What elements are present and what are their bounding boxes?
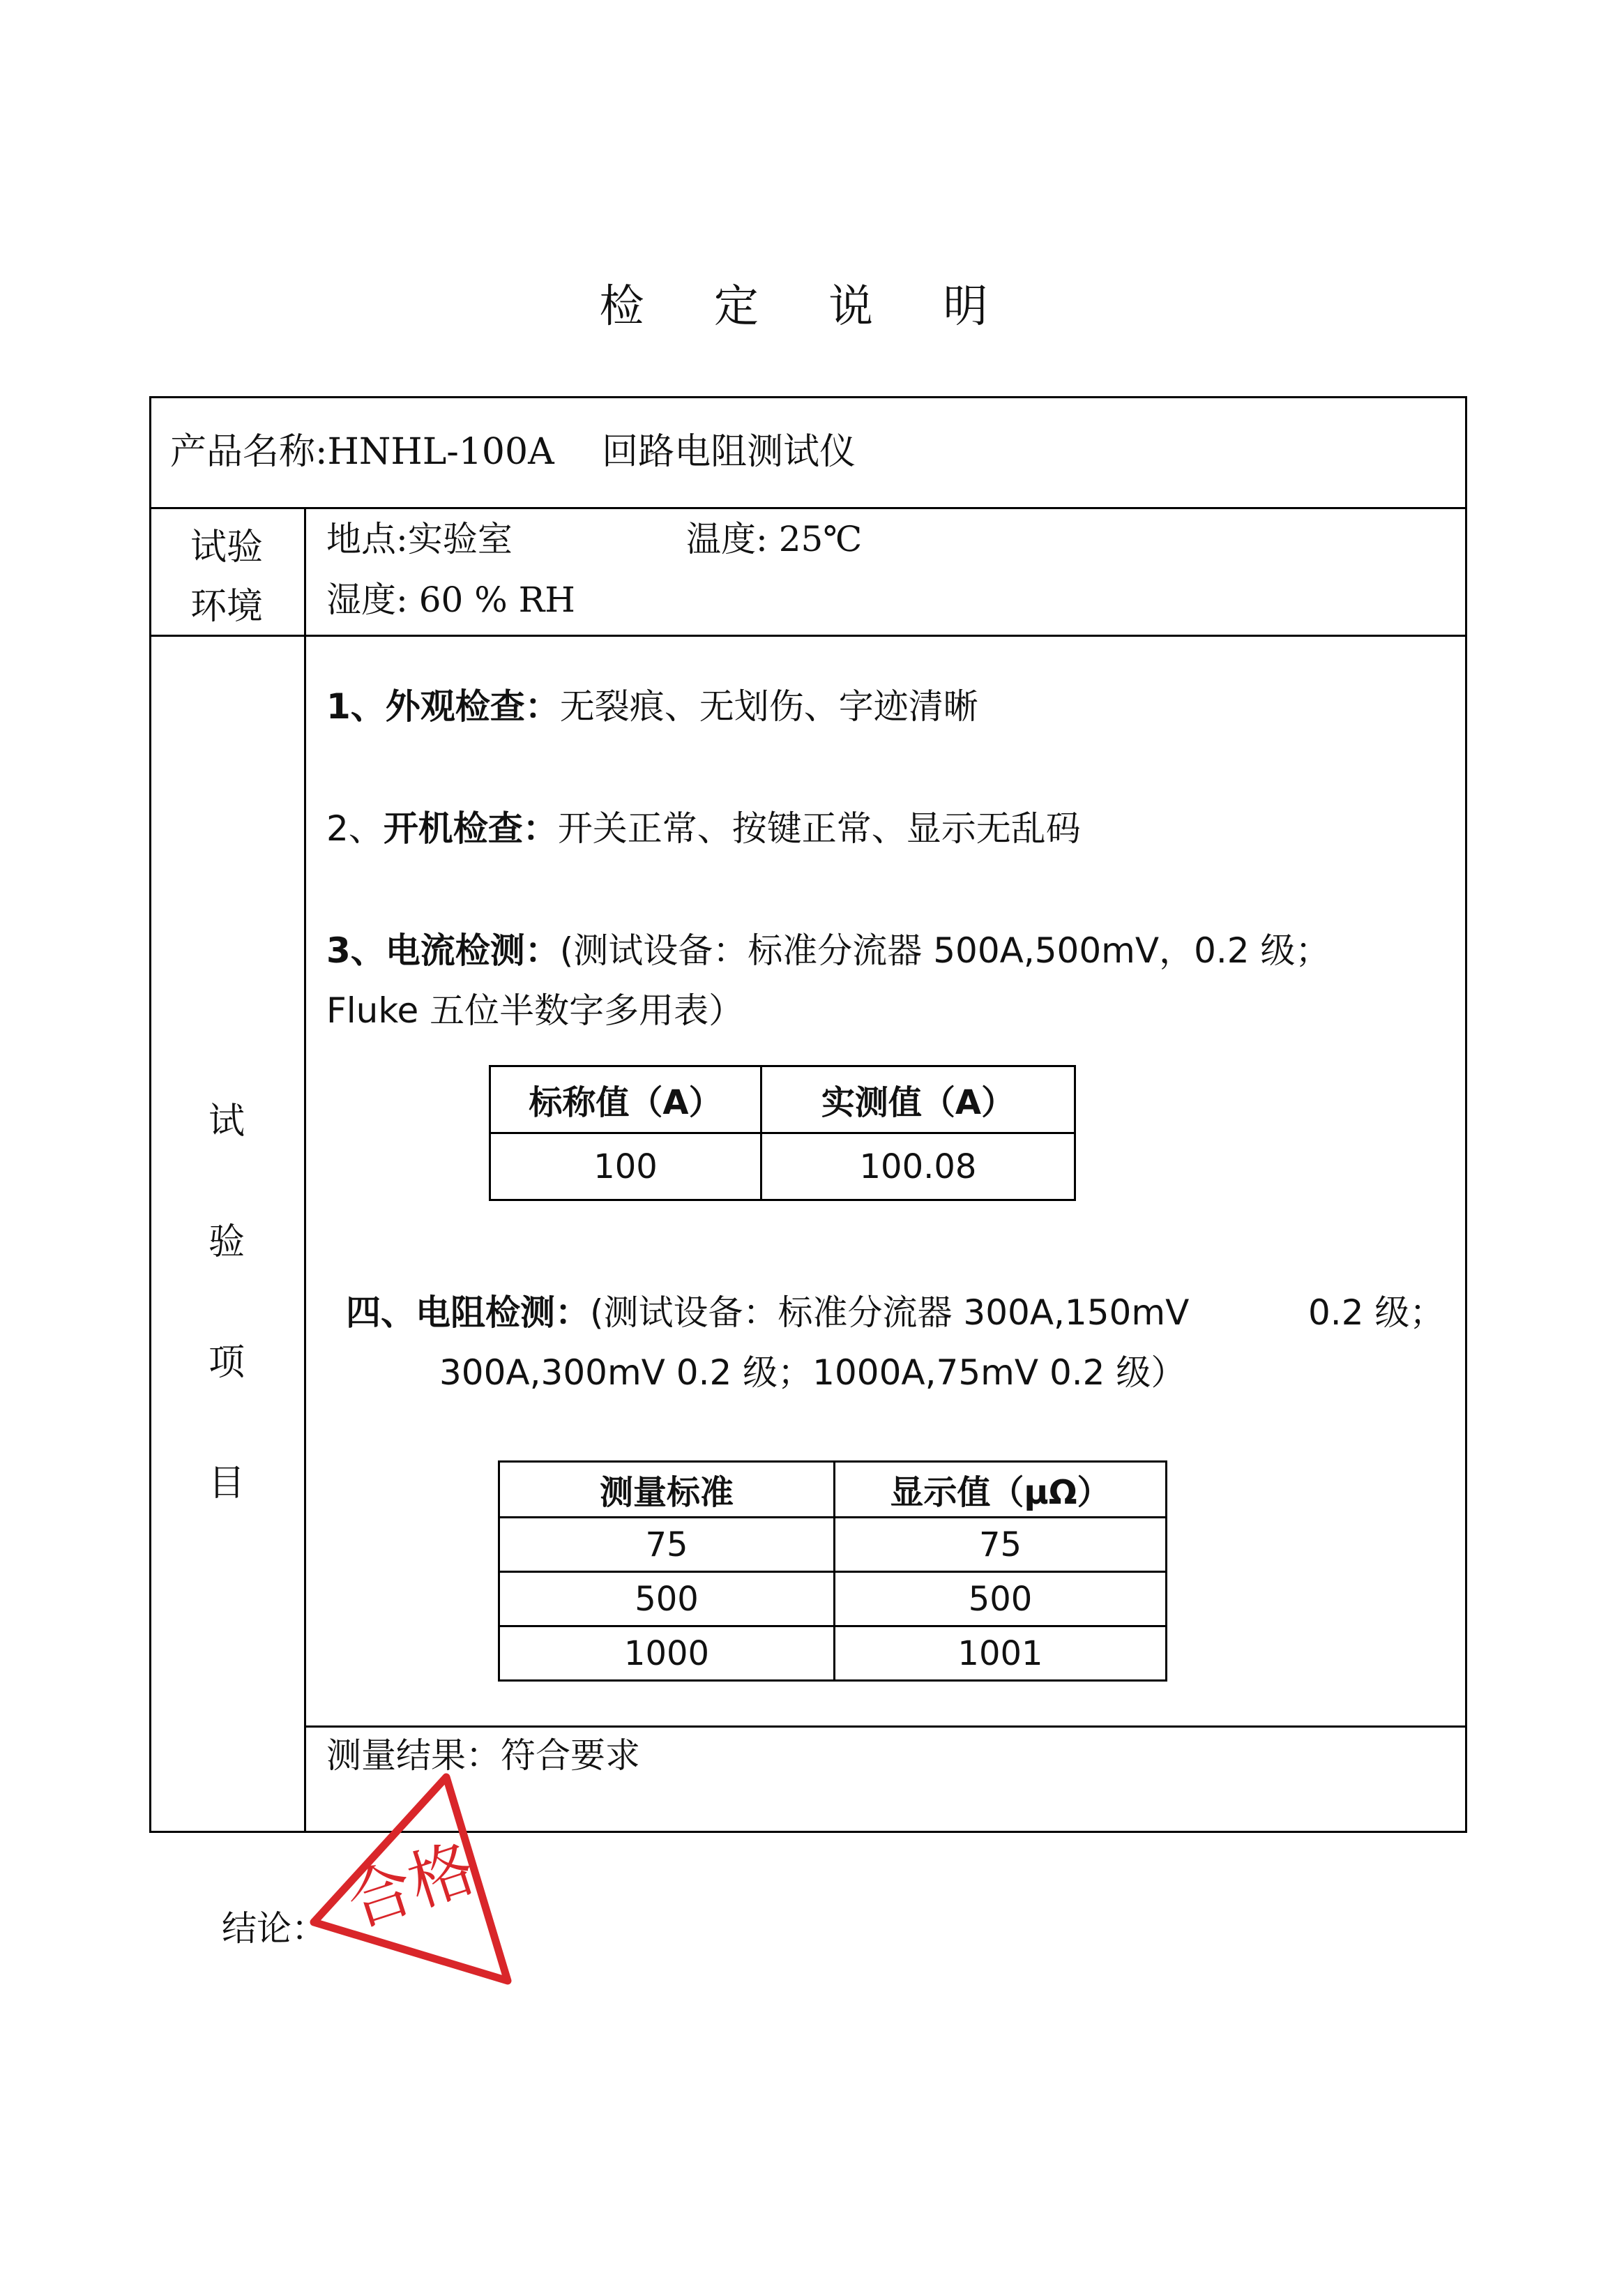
resistance-check xyxy=(346,1292,1189,1334)
resistance-check-body-tail: 0.2 级； xyxy=(1308,1292,1445,1333)
resistance-table xyxy=(498,1460,1167,1682)
row-divider xyxy=(149,507,1467,509)
product-name: 产品名称:HNHL-100A 回路电阻测试仪 xyxy=(170,431,856,473)
table-cell: 100.08 xyxy=(761,1133,1075,1200)
power-on-check xyxy=(326,808,1081,849)
appearance-check-head: 1、外观检查： xyxy=(326,686,560,727)
current-check-body: (测试设备：标准分流器 500A,500mV，0.2 级； xyxy=(559,930,1330,971)
current-check-body-line2: Fluke 五位半数字多用表） xyxy=(326,990,744,1031)
table-row xyxy=(499,1518,1167,1572)
column-divider xyxy=(304,507,306,1833)
resistance-check-head: 四、电阻检测： xyxy=(346,1292,590,1333)
items-label-char-2: 验 xyxy=(208,1221,245,1263)
table-row xyxy=(490,1133,1075,1200)
table-cell: 1001 xyxy=(835,1626,1167,1681)
page-title: 检 定 说 明 xyxy=(599,281,1016,333)
table-header-row xyxy=(490,1066,1075,1133)
conclusion-label: 结论： xyxy=(222,1908,326,1949)
table-header-cell: 实测值（A） xyxy=(761,1066,1075,1133)
row-divider xyxy=(149,635,1467,637)
table-header-cell: 测量标准 xyxy=(499,1462,835,1518)
table-cell: 500 xyxy=(835,1572,1167,1626)
items-label-char-4: 目 xyxy=(208,1463,245,1504)
stamp-text: 合格 xyxy=(338,1830,484,1941)
table-cell: 100 xyxy=(490,1133,761,1200)
table-cell: 75 xyxy=(835,1518,1167,1572)
env-label-line1: 试验 xyxy=(190,527,263,568)
row-divider xyxy=(304,1725,1467,1728)
table-cell: 1000 xyxy=(499,1626,835,1681)
items-label-char-3: 项 xyxy=(208,1342,245,1384)
appearance-check-body: 无裂痕、无划伤、字迹清晰 xyxy=(559,686,978,727)
env-temperature: 温度: 25℃ xyxy=(686,519,863,559)
current-check-head: 3、电流检测： xyxy=(326,930,560,971)
env-humidity xyxy=(326,579,575,621)
table-row xyxy=(499,1572,1167,1626)
items-label-char-1: 试 xyxy=(208,1101,245,1142)
appearance-check xyxy=(326,686,978,727)
env-humidity-text: 湿度: 60 % RH xyxy=(326,580,575,620)
current-table xyxy=(489,1065,1076,1201)
power-on-check-body: 开关正常、按键正常、显示无乱码 xyxy=(557,808,1081,849)
power-on-num: 2、 xyxy=(326,808,384,849)
table-cell: 75 xyxy=(499,1518,835,1572)
table-header-row xyxy=(499,1462,1167,1518)
table-header-cell: 标称值（A） xyxy=(490,1066,761,1133)
table-row xyxy=(499,1626,1167,1681)
current-check xyxy=(326,930,1330,972)
measurement-result: 测量结果：符合要求 xyxy=(326,1735,640,1776)
power-on-check-head: 开机检查： xyxy=(383,808,558,849)
resistance-check-body: (测试设备：标准分流器 300A,150mV xyxy=(590,1292,1190,1333)
table-header-cell: 显示值（μΩ） xyxy=(835,1462,1167,1518)
env-location: 地点:实验室 xyxy=(326,519,513,559)
approval-stamp xyxy=(307,1772,537,1995)
resistance-check-body-line2: 300A,300mV 0.2 级；1000A,75mV 0.2 级） xyxy=(439,1352,1186,1393)
table-cell: 500 xyxy=(499,1572,835,1626)
env-label-line2: 环境 xyxy=(190,586,263,628)
